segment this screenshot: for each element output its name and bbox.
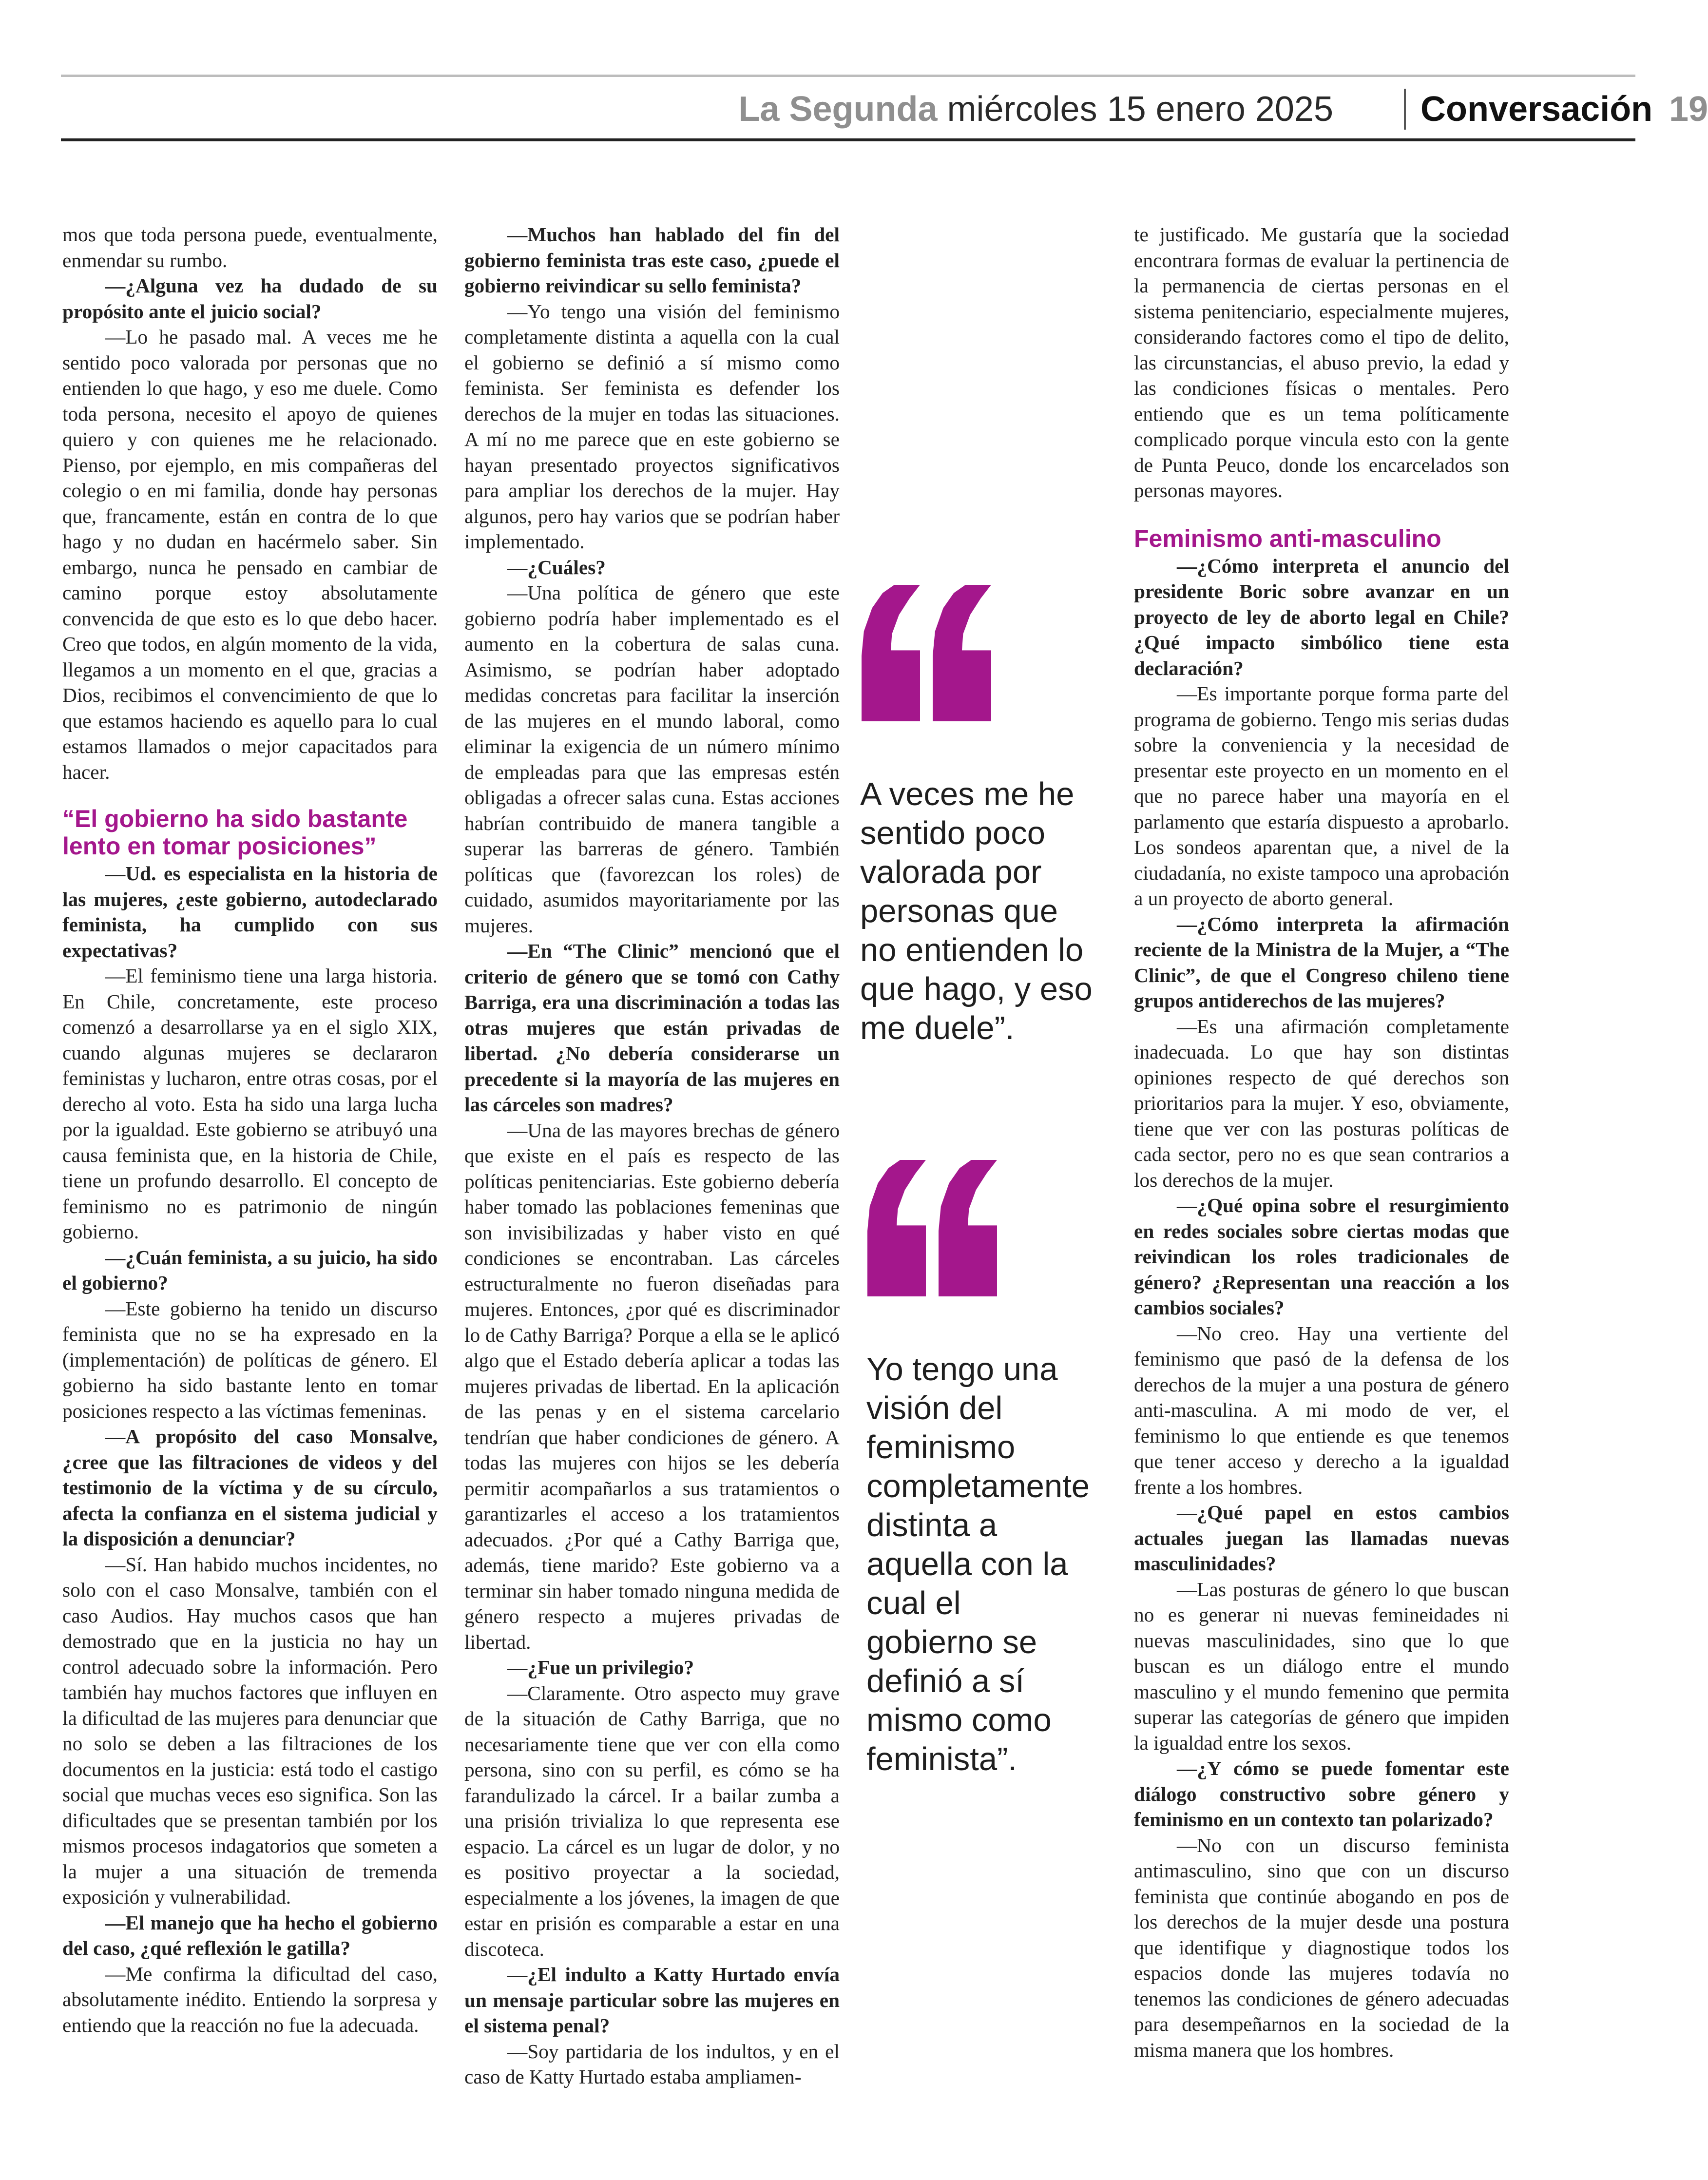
answer: —Me confirma la dificultad del caso, absolutamente inédito. Entiendo la sorpresa y entiendo que la reacción no fue la adecuada. — [62, 1962, 438, 2036]
column-2 — [464, 222, 840, 2090]
answer: —No creo. Hay una vertiente del feminismo que pasó de la defensa de los derechos de la mujer a una postura de género anti-masculina. A mi modo de ver, el feminismo lo que entiende es que tenemos que tener acceso y derecho a la igualdad frente a los hombres. — [1134, 1322, 1509, 1498]
header-top-rule — [61, 75, 1635, 77]
question: —Ud. es especialista en la historia de las mujeres, ¿este gobierno, autodeclarado feminista, ha cumplido con sus expectativas? — [62, 862, 438, 962]
question: —¿Fue un privilegio? — [507, 1656, 694, 1678]
quote-mark-icon — [862, 585, 991, 721]
question: —Muchos han hablado del fin del gobierno feminista tras este caso, ¿puede el gobierno reivindicar su sello feminista? — [464, 223, 840, 297]
answer: —No con un discurso feminista antimasculino, sino que con un discurso feminista que continúe abogando en pos de los derechos de la mujer desde una postura que identifique y diagnostique todos los espacios donde las mujeres todavía no tenemos las condiciones de género adecuadas para desempeñarnos en la sociedad de la misma manera que los hombres. — [1134, 1833, 1509, 2061]
page-number: 19 — [1669, 90, 1708, 129]
page-header — [61, 82, 1708, 136]
column-1 — [62, 222, 438, 2038]
pull-quote-2: Yo tengo una visión del feminismo completamente distinta a aquella con la cual el gobierno se definió a sí mismo como feminista”. — [866, 1351, 1090, 1777]
question: —A propósito del caso Monsalve, ¿cree que las filtraciones de videos y del testimonio de la víctima y de su círculo, afecta la confianza en el sistema judicial y la disposición a denunciar? — [62, 1425, 438, 1550]
paragraph: te justificado. Me gustaría que la sociedad encontrara formas de evaluar la pertinencia de la permanencia de ciertas personas en el sistema penitenciario, especialmente mujeres, considerando factores como el tipo de delito, las circunstancias, el abuso previo, la edad y las condiciones físicas o mentales. Pero entiendo que es un tema políticamente complicado porque vincula esto con la gente de Punta Peuco, donde los encarcelados son personas mayores. — [1134, 223, 1509, 502]
question: —¿Qué papel en estos cambios actuales juegan las llamadas nuevas masculinidades? — [1134, 1501, 1509, 1575]
question: —¿Alguna vez ha dudado de su propósito ante el juicio social? — [62, 274, 438, 323]
newspaper-name: La Segunda — [738, 90, 938, 129]
question: —¿Y cómo se puede fomentar este diálogo constructivo sobre género y feminismo en un contexto tan polarizado? — [1134, 1757, 1509, 1831]
question: —¿Cuáles? — [507, 556, 606, 579]
issue-date: miércoles 15 enero 2025 — [947, 90, 1333, 129]
pull-quote-1: A veces me he sentido poco valorada por personas que no entienden lo que hago, y eso me duele”. — [860, 776, 1093, 1046]
publication-line — [738, 82, 1333, 136]
question: —¿Cómo interpreta el anuncio del presidente Boric sobre avanzar en un proyecto de ley de aborto legal en Chile? ¿Qué impacto simbólico tiene esta declaración? — [1134, 554, 1509, 679]
answer: —El feminismo tiene una larga historia. En Chile, concretamente, este proceso comenzó a desarrollarse ya en el siglo XIX, cuando algunas mujeres se declararon feministas y lucharon, entre otras cosas, por el derecho al voto. Esta ha sido una larga lucha por la igualdad. Este gobierno se atribuyó una causa feminista que, en la historia de Chile, tiene un profundo desarrollo. El concepto de feminismo no es patrimonio de ningún gobierno. — [62, 965, 438, 1243]
answer: —Soy partidaria de los indultos, y en el caso de Katty Hurtado estaba ampliamen- — [464, 2040, 840, 2088]
answer: —Lo he pasado mal. A veces me he sentido poco valorada por personas que no entienden lo que hago, y eso me duele. Como toda persona, necesito el apoyo de quienes quiero y con quienes me he relacionado. Pienso, por ejemplo, en mis compañeras del colegio o en mi familia, donde hay personas que, francamente, están en contra de lo que hago y no dudan en hacérmelo saber. Sin embargo, nunca he pensado en cambiar de camino porque estoy absolutamente convencida de que esto es lo que debo hacer. Creo que todos, en algún momento de la vida, llegamos a un momento en el que, gracias a Dios, recibimos el convencimiento de que lo que estamos haciendo es aquello para lo cual estamos llamados o mejor capacitados para hacer. — [62, 326, 438, 783]
question: —¿El indulto a Katty Hurtado envía un mensaje particular sobre las mujeres en el sistema penal? — [464, 1963, 840, 2037]
header-bottom-rule — [61, 138, 1635, 141]
answer: —Una de las mayores brechas de género que existe en el país es respecto de las políticas penitenciarias. Este gobierno debería haber tomado las poblaciones femeninas que son invisibilizadas y haber visto en qué condiciones se encontraban. Las cárceles estructuralmente no fueron diseñadas para mujeres. Entonces, ¿por qué es discriminador lo de Cathy Barriga? Porque a ella se le aplicó algo que el Estado debería aplicar a todas las mujeres privadas de libertad. En la aplicación de las penas y en el sistema carcelario tendrían que haber condiciones de género. A todas las mujeres con hijos se les debería permitir acompañarlos a sus tratamientos o garantizarles el acceso a los tratamientos adecuados. ¿Por qué a Cathy Barriga que, además, tiene marido? Este gobierno va a terminar sin haber tomado ninguna medida de género respecto a mujeres privadas de libertad. — [464, 1119, 840, 1653]
header-divider — [1404, 89, 1406, 130]
answer: —Es una afirmación completamente inadecuada. Lo que hay son distintas opiniones respecto de qué derechos son prioritarios para la mujer. Y eso, obviamente, tiene que ver con las posturas políticas de cada sector, pero no es que sean contrarios a los derechos de la mujer. — [1134, 1015, 1509, 1191]
paragraph: mos que toda persona puede, eventualmente, enmendar su rumbo. — [62, 223, 438, 271]
question: —¿Qué opina sobre el resurgimiento en redes sociales sobre ciertas modas que reivindican los roles tradicionales de género? ¿Representan una reacción a los cambios sociales? — [1134, 1194, 1509, 1319]
subheading: “El gobierno ha sido bastante lento en tomar posiciones” — [62, 805, 408, 860]
section-name: Conversación — [1420, 90, 1653, 129]
answer: —Este gobierno ha tenido un discurso feminista que no se ha expresado en la (implementación) de políticas de género. El gobierno ha sido bastante lento en tomar posiciones respecto a las víctimas femeninas. — [62, 1297, 438, 1422]
answer: —Yo tengo una visión del feminismo completamente distinta a aquella con la cual el gobierno se definió a sí mismo como feminista. Ser feminista es defender los derechos de la mujer en todas las situaciones. A mí no me parece que en este gobierno se hayan presentado proyectos significativos para ampliar los derechos de la mujer. Hay algunos, pero hay varios que se podrían haber implementado. — [464, 300, 840, 553]
question: —El manejo que ha hecho el gobierno del caso, ¿qué reflexión le gatilla? — [62, 1911, 438, 1959]
answer: —Sí. Han habido muchos incidentes, no solo con el caso Monsalve, también con el caso Audios. Hay muchos casos que han demostrado que en la justicia no hay un control adecuado sobre la información. Pero también hay muchos factores que influyen en la dificultad de las mujeres para denunciar que no solo se deben a las filtraciones de los documentos en la justicia: está todo el castigo social que muchas veces eso significa. Son las dificultades que se presentan también por los mismos procesos indagatorios que someten a la mujer a una situación de tremenda exposición y vulnerabilidad. — [62, 1553, 438, 1908]
answer: —Una política de género que este gobierno podría haber implementado es el aumento en la cobertura de salas cuna. Asimismo, se podrían haber adoptado medidas concretas para facilitar la inserción de las mujeres en el mundo laboral, como eliminar la exigencia de un número mínimo de empleadas para que las empresas estén obligadas a ofrecer salas cuna. Estas acciones habrían contribuido de manera tangible a superar las barreras de género. También políticas que (favorezcan los roles) de cuidado, asumidos mayoritariamente por las mujeres. — [464, 581, 840, 937]
subheading: Feminismo anti-masculino — [1134, 524, 1441, 552]
question: —¿Cómo interpreta la afirmación reciente de la Ministra de la Mujer, a “The Clinic”, de que el Congreso chileno tiene grupos antiderechos de las mujeres? — [1134, 912, 1509, 1012]
answer: —Es importante porque forma parte del programa de gobierno. Tengo mis serias dudas sobre la conveniencia y la necesidad de presentar este proyecto en un momento en el que no parece haber una mayoría en el parlamento que estaría dispuesto a aprobarlo. Los sondeos aparentan que, a nivel de la ciudadanía, no existe tampoco una aprobación a un proyecto de aborto general. — [1134, 682, 1509, 909]
answer: —Claramente. Otro aspecto muy grave de la situación de Cathy Barriga, que no necesariamente tiene que ver con ella como persona, sino con su perfil, es cómo se ha farandulizado la cárcel. Ir a bailar zumba a una prisión trivializa lo que representa ese espacio. La cárcel es un lugar de dolor, y no es positivo proyectar a la sociedad, especialmente a los jóvenes, la imagen de que estar en prisión es comparable a estar en una discoteca. — [464, 1681, 840, 1960]
question: —¿Cuán feminista, a su juicio, ha sido el gobierno? — [62, 1246, 438, 1294]
quote-mark-icon — [867, 1160, 997, 1296]
question: —En “The Clinic” mencionó que el criterio de género que se tomó con Cathy Barriga, era una discriminación a todas las otras mujeres que están privadas de libertad. ¿No debería considerarse un precedente si la mayoría de las mujeres en las cárceles son madres? — [464, 940, 840, 1116]
column-3 — [1134, 222, 1509, 2063]
answer: —Las posturas de género lo que buscan no es generar ni nuevas femineidades ni nuevas masculinidades, sino que lo que buscan es un diálogo entre el mundo masculino y el mundo femenino que permita superar las categorías de género que impiden la igualdad entre los sexos. — [1134, 1578, 1509, 1754]
